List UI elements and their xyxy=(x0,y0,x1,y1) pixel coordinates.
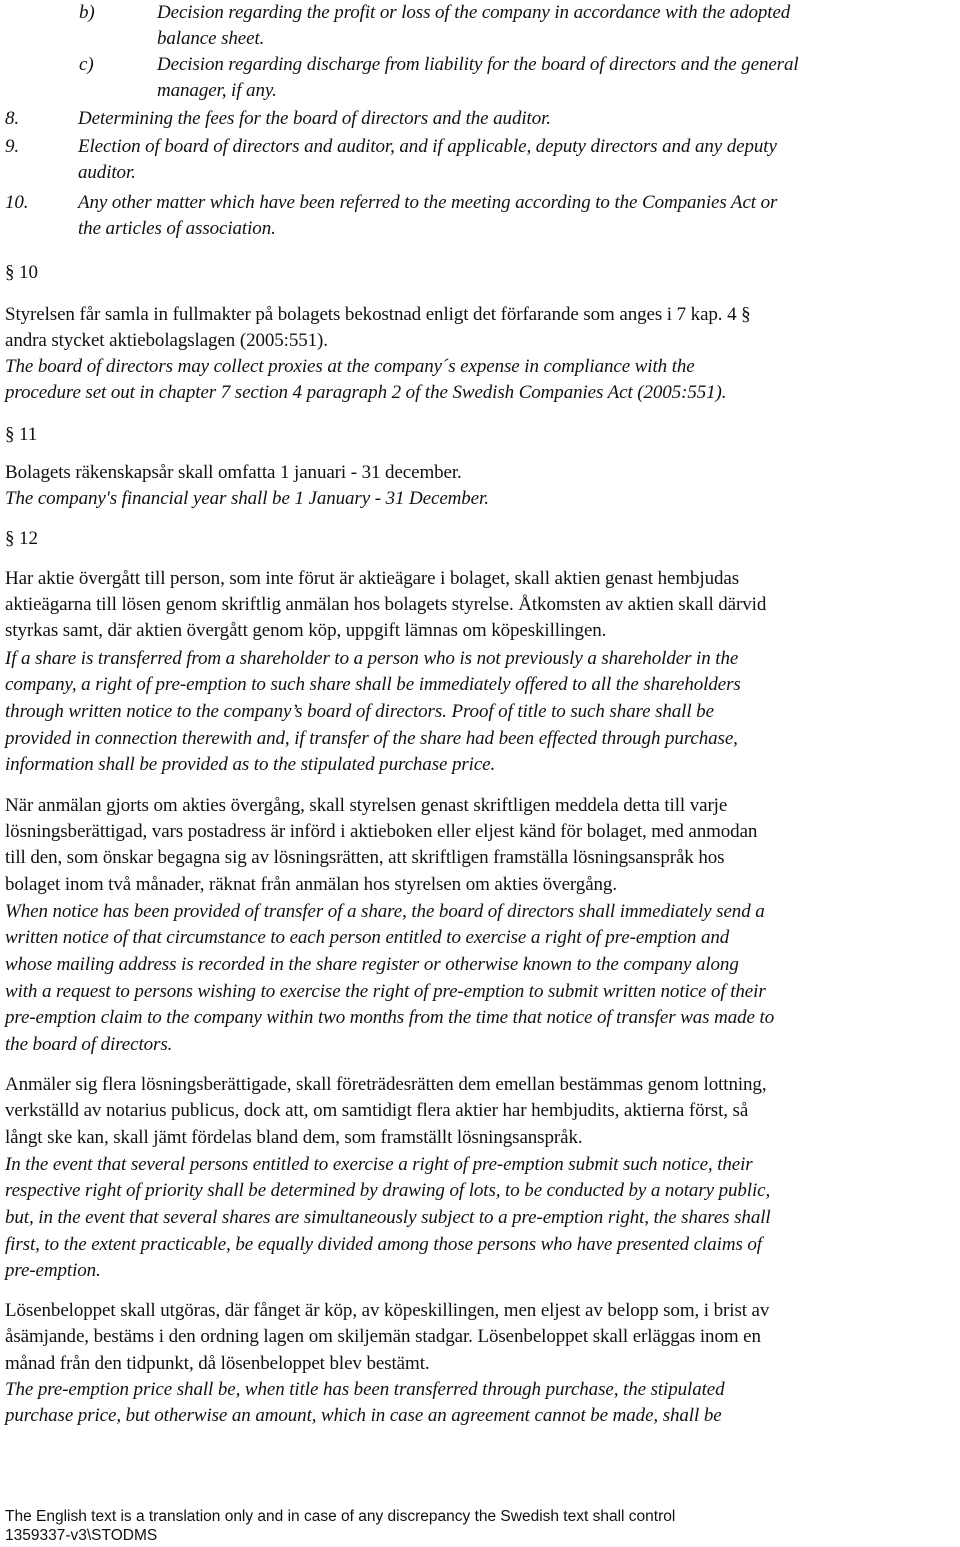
agenda-text: Decision regarding the profit or loss of the company in accordance with the adopted xyxy=(157,2,791,23)
english-text: but, in the event that several shares are simultaneously subject to a pre-emption right, the shares shall xyxy=(5,1207,771,1228)
swedish-text: Bolagets räkenskapsår skall omfatta 1 januari - 31 december. xyxy=(5,462,462,483)
english-text: with a request to persons wishing to exercise the right of pre-emption to submit written notice of their xyxy=(5,981,766,1002)
swedish-text: aktieägarna till lösen genom skriftlig anmälan hos bolagets styrelse. Åtkomsten av aktien skall därvid xyxy=(5,594,767,615)
swedish-text: åsämjande, bestäms i den ordning lagen om skiljemän stadgar. Lösenbeloppet skall erläggas inom en xyxy=(5,1326,761,1347)
swedish-text: När anmälan gjorts om akties övergång, skall styrelsen genast skriftligen meddela detta till varje xyxy=(5,795,728,816)
english-text: The pre-emption price shall be, when title has been transferred through purchase, the stipulated xyxy=(5,1379,725,1400)
english-text: pre-emption claim to the company within two months from the time that notice of transfer was made to xyxy=(5,1007,775,1028)
agenda-text: Determining the fees for the board of directors and the auditor. xyxy=(78,108,551,129)
english-text: respective right of priority shall be determined by drawing of lots, to be conducted by a notary public, xyxy=(5,1180,771,1201)
english-text: through written notice to the company’s board of directors. Proof of title to such share shall be xyxy=(5,701,714,722)
agenda-text: Any other matter which have been referred to the meeting according to the Companies Act or xyxy=(78,192,778,213)
agenda-marker: 9. xyxy=(5,136,20,157)
swedish-text: månad från den tidpunkt, då lösenbeloppet blev bestämt. xyxy=(5,1353,430,1374)
english-text: information shall be provided as to the stipulated purchase price. xyxy=(5,754,496,775)
english-text: procedure set out in chapter 7 section 4 paragraph 2 of the Swedish Companies Act (2005:551). xyxy=(5,382,727,403)
english-text: When notice has been provided of transfer of a share, the board of directors shall immediately send a xyxy=(5,901,765,922)
agenda-text: Election of board of directors and auditor, and if applicable, deputy directors and any deputy xyxy=(78,136,777,157)
swedish-text: Lösenbeloppet skall utgöras, där fånget är köp, av köpeskillingen, men eljest av belopp som, i brist av xyxy=(5,1300,770,1321)
agenda-marker: c) xyxy=(79,54,94,75)
section-heading-12: § 12 xyxy=(5,528,38,549)
english-text: If a share is transferred from a shareholder to a person who is not previously a shareholder in the xyxy=(5,648,739,669)
swedish-text: andra stycket aktiebolagslagen (2005:551). xyxy=(5,330,328,351)
swedish-text: till den, som önskar begagna sig av lösningsrätten, att skriftligen framställa lösningsanspråk hos xyxy=(5,847,725,868)
english-text: In the event that several persons entitled to exercise a right of pre-emption submit such notice, their xyxy=(5,1154,753,1175)
swedish-text: lösningsberättigad, vars postadress är införd i aktieboken eller eljest känd för bolaget, med anmodan xyxy=(5,821,758,842)
english-text: company, a right of pre-emption to such share shall be immediately offered to all the shareholders xyxy=(5,674,741,695)
section-heading-11: § 11 xyxy=(5,424,38,445)
swedish-text: Styrelsen får samla in fullmakter på bolagets bekostnad enligt det förfarande som anges i 7 kap. 4 § xyxy=(5,304,751,325)
english-text: written notice of that circumstance to each person entitled to exercise a right of pre-emption and xyxy=(5,927,730,948)
agenda-marker: b) xyxy=(79,2,95,23)
swedish-text: verkställd av notarius publicus, dock att, om samtidigt flera aktier har hembjudits, aktierna först, så xyxy=(5,1100,749,1121)
section-heading-10: § 10 xyxy=(5,262,38,283)
agenda-marker: 8. xyxy=(5,108,20,129)
english-text: provided in connection therewith and, if transfer of the share had been effected through purchase, xyxy=(5,728,738,749)
swedish-text: Anmäler sig flera lösningsberättigade, skall företrädesrätten dem emellan bestämmas genom lottning, xyxy=(5,1074,767,1095)
agenda-text: Decision regarding discharge from liability for the board of directors and the general xyxy=(157,54,799,75)
english-text: the board of directors. xyxy=(5,1034,173,1055)
swedish-text: långt ske kan, skall jämt fördelas bland dem, som framställt lösningsanspråk. xyxy=(5,1127,583,1148)
agenda-text: auditor. xyxy=(78,162,136,183)
english-text: first, to the extent practicable, be equally divided among those persons who have presented claims of xyxy=(5,1234,762,1255)
agenda-text: the articles of association. xyxy=(78,218,276,239)
english-text: The board of directors may collect proxies at the company´s expense in compliance with the xyxy=(5,356,695,377)
agenda-text: manager, if any. xyxy=(157,80,277,101)
agenda-marker: 10. xyxy=(5,192,29,213)
english-text: whose mailing address is recorded in the share register or otherwise known to the company along xyxy=(5,954,739,975)
footer-doc-ref: 1359337-v3\STODMS xyxy=(5,1527,158,1544)
agenda-text: balance sheet. xyxy=(157,28,265,49)
english-text: pre-emption. xyxy=(5,1260,101,1281)
swedish-text: Har aktie övergått till person, som inte förut är aktieägare i bolaget, skall aktien genast hembjudas xyxy=(5,568,740,589)
english-text: The company's financial year shall be 1 January - 31 December. xyxy=(5,488,489,509)
swedish-text: styrkas samt, där aktien övergått genom köp, uppgift lämnas om köpeskillingen. xyxy=(5,620,607,641)
swedish-text: bolaget inom två månader, räknat från anmälan hos styrelsen om akties övergång. xyxy=(5,874,617,895)
footer-translation-notice: The English text is a translation only and in case of any discrepancy the Swedish text shall control xyxy=(5,1508,676,1525)
english-text: purchase price, but otherwise an amount, which in case an agreement cannot be made, shall be xyxy=(5,1405,722,1426)
